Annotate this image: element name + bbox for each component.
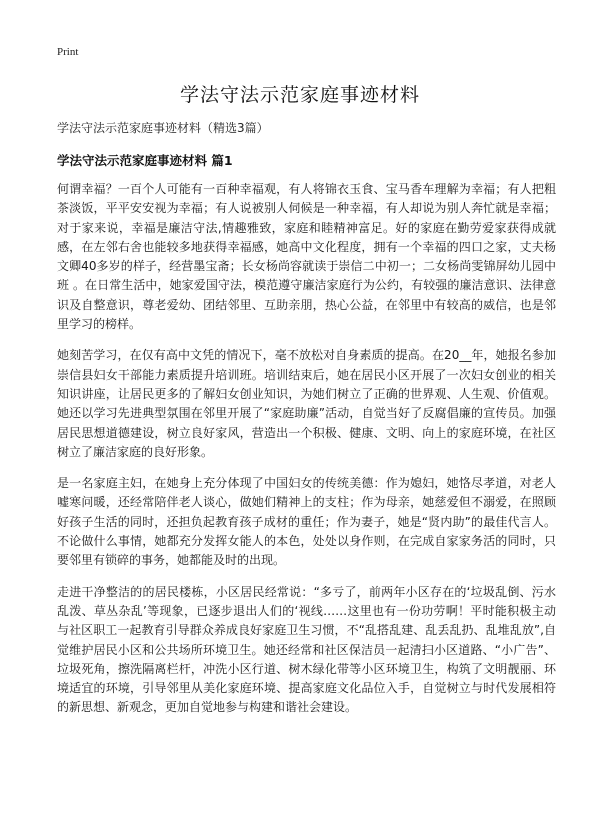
section-heading: 学法守法示范家庭事迹材料 篇1 <box>57 153 233 168</box>
article-body <box>57 180 556 730</box>
print-link[interactable]: Print <box>57 46 79 58</box>
document-subtitle: 学法守法示范家庭事迹材料（精选3篇） <box>57 121 269 135</box>
paragraph-2: 她刻苦学习，在仅有高中文凭的情况下，毫不放松对自身素质的提高。在20__年，她报名参加崇信县妇女干部能力素质提升培训班。培训结束后，她在居民小区开展了一次妇女创业的相关知识讲座，让居民更多的了解妇女创业知识，为她们树立了正确的世界观、人生观、价值观。她还以学习先进典型氛围在邻里开展了“家庭助廉”活动，自觉当好了反腐倡廉的宣传员。加强居民思想道德建设，树立良好家风，营造出一个积极、健康、文明、向上的家庭环境，在社区树立了廉洁家庭的良好形象。 <box>57 348 556 459</box>
paragraph-4: 走进干净整洁的的居民楼栋，小区居民经常说：“多亏了，前两年小区存在的‘垃圾乱倒、污水乱泼、草丛杂乱’等现象，已逐步退出人们的‘视线……这里也有一份功劳啊！平时能积极主动与社区职工一起教育引导群众养成良好家庭卫生习惯，不“乱搭乱建、乱丢乱扔、乱堆乱放”,自觉维护居民小区和公共场所环境卫生。她还经常和社区保洁员一起清扫小区道路、“小广告”、垃圾死角，擦洗隔离栏杆，冲洗小区行道、树木绿化带等小区环境卫生，构筑了文明靓丽、环境适宜的环境，引导邻里从美化家庭环境、提高家庭文化品位入手，自觉树立与时代发展相符的新思想、新观念，更加自觉地参与构建和谐社会建设。 <box>57 584 556 715</box>
paragraph-1: 何谓幸福？一百个人可能有一百种幸福观，有人将锦衣玉食、宝马香车理解为幸福；有人把粗茶淡饭，平平安安视为幸福；有人说被别人伺候是一种幸福，有人却说为别人奔忙就是幸福；对于家来说，幸福是廉洁守法,情趣雅致，家庭和睦精神富足。好的家庭在勤劳爱家获得成就感，在左邻右舍也能较多地获得幸福感，她高中文化程度，拥有一个幸福的四口之家，丈夫杨文卿40多岁的样子，经营墨宝斋；长女杨尚容就读于崇信二中初一；二女杨尚雯锦屏幼儿园中班 。在日常生活中，她家爱国守法，模范遵守廉洁家庭行为公约，有较强的廉洁意识、法律意识及自整意识，尊老爱幼、团结邻里、互助亲朋，热心公益，在邻里中有较高的威信，也是邻里学习的榜样。 <box>57 182 556 332</box>
paragraph-3: 是一名家庭主妇，在她身上充分体现了中国妇女的传统美德：作为媳妇，她恪尽孝道，对老人嘘寒问暖，还经常陪伴老人谈心，做她们精神上的支柱；作为母亲，她慈爱但不溺爱，在照顾好孩子生活的同时，还担负起教育孩子成材的重任；作为妻子，她是“贤内助”的最佳代言人。不论做什么事情，她都充分发挥女能人的本色，处处以身作则，在完成自家家务活的同时，只要邻里有锁碎的事务，她都能及时的出现。 <box>57 476 556 568</box>
document-title: 学法守法示范家庭事迹材料 <box>179 84 420 106</box>
